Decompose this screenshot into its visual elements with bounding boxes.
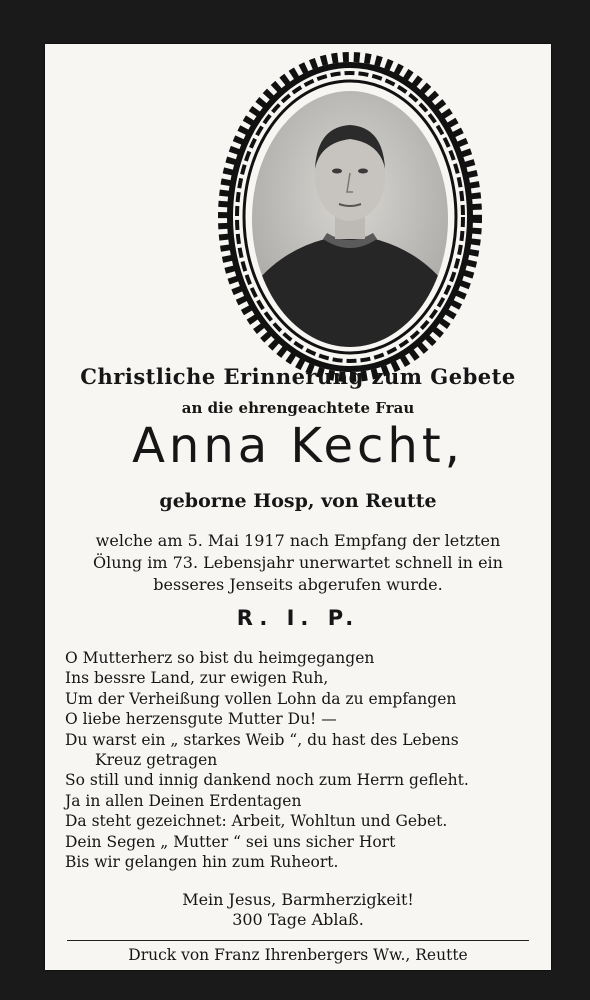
poem-line: Ins bessre Land, zur ewigen Ruh, [65, 669, 329, 688]
closing-line: 300 Tage Ablaß. [232, 910, 364, 929]
poem-line: O liebe herzensgute Mutter Du! — [65, 710, 337, 729]
poem-line: Um der Verheißung vollen Lohn da zu empfangen [65, 689, 457, 708]
intro-text [67, 530, 529, 596]
poem-line: So still und innig dankend noch zum Herrn gefleht. [65, 771, 469, 790]
printer-imprint: Druck von Franz Ihrenbergers Ww., Reutte [128, 946, 468, 964]
rip-text: R. I. P. [236, 606, 360, 630]
poem-line: Da steht gezeichnet: Arbeit, Wohltun und Gebet. [65, 812, 448, 831]
poem-line: Bis wir gelangen hin zum Ruheort. [65, 853, 339, 872]
poem-line: Dein Segen „ Mutter “ sei uns sicher Hort [65, 832, 396, 851]
portrait-frame [215, 47, 485, 387]
closing-line: Mein Jesus, Barmherzigkeit! [182, 890, 414, 909]
poem-line: O Mutterherz so bist du heimgegangen [65, 649, 375, 667]
closing-prayer [45, 890, 551, 930]
card-heading: Christliche Erinnerung zum Gebete [80, 364, 516, 389]
intro-line: besseres Jenseits abgerufen wurde. [153, 575, 443, 594]
deceased-name: Anna Kecht, [132, 418, 464, 474]
intro-line: Ölung im 73. Lebensjahr unerwartet schnell in ein [93, 553, 503, 572]
poem-line: Kreuz getragen [95, 751, 218, 770]
poem-line: Du warst ein „ starkes Weib “, du hast des Lebens [65, 730, 459, 749]
poem-line: Ja in allen Deinen Erdentagen [65, 791, 302, 810]
memorial-card [45, 44, 551, 970]
intro-line: welche am 5. Mai 1917 nach Empfang der letzten [95, 531, 501, 550]
divider [67, 940, 529, 941]
card-subheading: an die ehrengeachtete Frau [181, 399, 415, 417]
birth-name: geborne Hosp, von Reutte [159, 490, 437, 512]
poem [65, 648, 531, 872]
